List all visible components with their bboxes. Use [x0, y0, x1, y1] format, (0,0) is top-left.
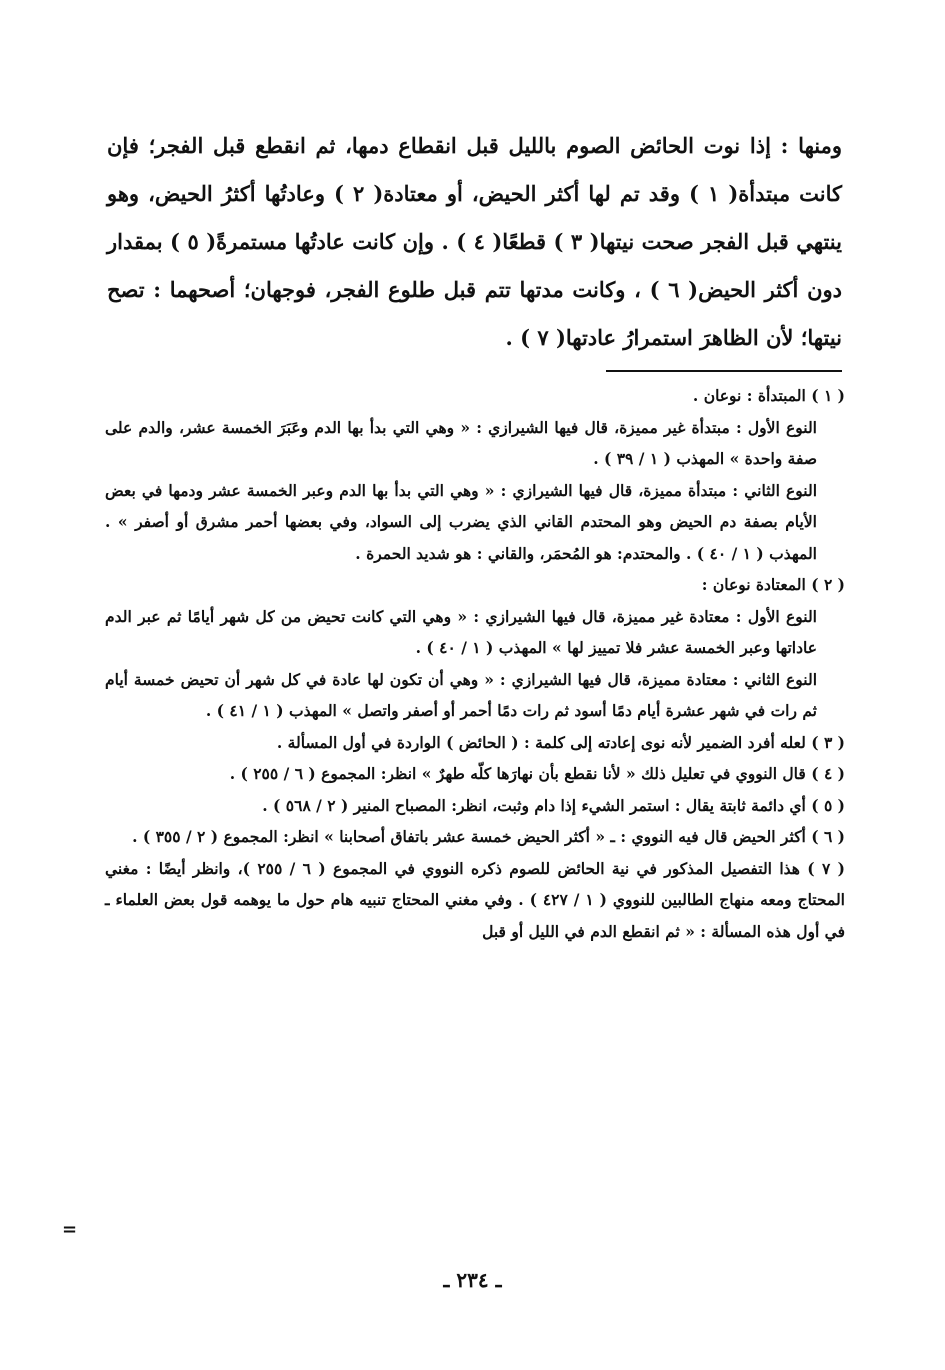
footnote-1-head: ( ١ ) المبتدأة : نوعان .	[692, 386, 845, 405]
page-number: ـ ٢٣٤ ـ	[443, 1268, 502, 1292]
footnote-4: ( ٤ ) قال النووي في تعليل ذلك « لأنا نقطع بأن نهارَها كلّه طهرٌ » انظر: المجموع ( ٦ / ٢٥٥ ) .	[229, 764, 845, 783]
footnote-2-type-1: النوع الأول : معتادة غير مميزة، قال فيها الشيرازي : « وهي التي كانت تحيض من كل شهر أيامًا ثم عبر الدم عاداتها وعبر الخمسة عشر فلا تمييز لها » المهذب ( ١ / ٤٠ ) .	[105, 606, 817, 657]
footnote-1-type-2: النوع الثاني : مبتدأة مميزة، قال فيها الشيرازي : « وهي التي بدأ بها الدم وعبر الخمسة عشر ودمها في بعض الأيام بصفة دم الحيض وهو المحتدم القاني الذي يضرب إلى السواد، وفي بعضها أحمر مشرق أو أصفر » . المهذب ( ١ / ٤٠ ) . والمحتدم: هو المُحمَر، والقاني : هو شديد الحمرة .	[105, 480, 817, 563]
footnotes	[105, 380, 845, 947]
footnote-2-head: ( ٢ ) المعتادة نوعان :	[701, 575, 845, 594]
footnote-5: ( ٥ ) أي دائمة ثابتة يقال : استمر الشيء إذا دام وثبت، انظر: المصباح المنير ( ٢ / ٥٦٨ ) .	[262, 795, 845, 815]
main-paragraph: ومنها : إذا نوت الحائض الصوم بالليل قبل انقطاع دمها، ثم انقطع قبل الفجر؛ فإن كانت مبتدأة( ١ ) وقد تم لها أكثر الحيض، أو معتادة( ٢ ) وعادتُها أكثرُ الحيض، وهو ينتهي قبل الفجر صحت نيتها( ٣ ) قطعًا( ٤ ) . وإن كانت عادتُها مستمرةً( ٥ ) بمقدار دون أكثر الحيض( ٦ ) ، وكانت مدتها تتم قبل طلوع الفجر، فوجهان؛ أصحهما : تصح نيتها؛ لأن الظاهرَ استمرارُ عادتها( ٧ ) .	[107, 133, 842, 350]
continuation-mark: =	[62, 1219, 77, 1240]
footnote-7: ( ٧ ) هذا التفصيل المذكور في نية الحائض للصوم ذكره النووي في المجموع ( ٦ / ٢٥٥ )، وانظر أيضًا : مغني المحتاج ومعه منهاج الطالبين للنووي ( ١ / ٤٢٧ ) . وفي مغني المحتاج تنبيه هام حول ما يوهمه قول بعض العلماء ـ في أول هذه المسألة : « ثم انقطع الدم في الليل أو قبل	[105, 858, 845, 941]
footnote-6: ( ٦ ) أكثر الحيض قال فيه النووي : ـ « أكثر الحيض خمسة عشر باتفاق أصحابنا » انظر: المجموع ( ٢ / ٣٥٥ ) .	[132, 827, 845, 846]
footnote-3: ( ٣ ) لعله أفرد الضمير لأنه نوى إعادته إلى كلمة : ( الحائض ) الواردة في أول المسألة .	[276, 732, 845, 752]
footnote-divider	[606, 370, 842, 372]
footnote-2-type-2: النوع الثاني : معتادة مميزة، قال فيها الشيرازي : « وهي أن تكون لها عادة في كل شهر أن تحيض خمسة أيام ثم رات في شهر عشرة أيام دمًا أسود ثم رات دمًا أحمر أو أصفر واتصل » المهذب ( ١ / ٤١ ) .	[105, 669, 817, 720]
footnote-1-type-1: النوع الأول : مبتدأة غير مميزة، قال فيها الشيرازي : « وهي التي بدأ بها الدم وعَبَرَ الخمسة عشر، والدم على صفة واحدة » المهذب ( ١ / ٣٩ ) .	[105, 417, 817, 468]
main-text	[107, 122, 842, 362]
